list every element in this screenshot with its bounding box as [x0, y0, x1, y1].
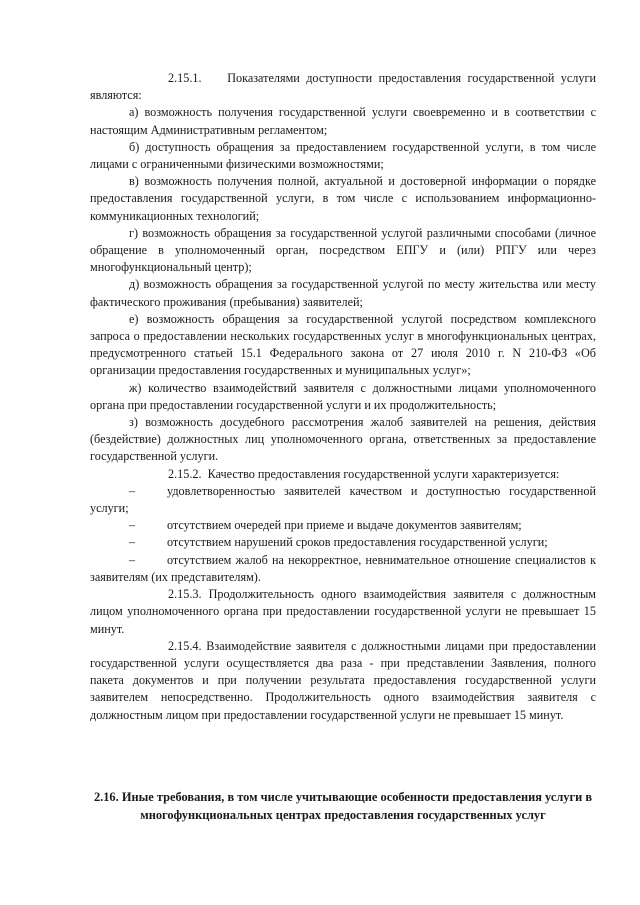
paragraph-2-15-1 [90, 70, 596, 104]
dash-item-text: отсутствием очередей при приеме и выдаче документов заявителям; [167, 518, 522, 533]
section-number: 2.15.4. [168, 638, 202, 653]
dash-item-text: отсутствием жалоб на некорректное, невнимательное отношение специалистов к заявителям (их представителям). [90, 552, 596, 584]
dash-bullet: – [129, 518, 136, 533]
dash-bullet: – [129, 535, 136, 550]
dash-item-3 [90, 534, 596, 551]
list-item-e: е) возможность обращения за государственной услугой посредством комплексного запроса о предоставлении нескольких государственных услуг в многофункциональных центрах, предусмотренного статьей 15.1 Федерального закона от 27 июля 2010 г. N 210-ФЗ «Об организации предоставления государственных и муниципальных услуг»; [90, 311, 596, 378]
paragraph-text: Взаимодействие заявителя с должностными лицами при предоставлении государственной услуги осуществляется два раза - при представлении Заявления, полного пакета документов и при получении результата предоставления государственной услуги заявителем непосредственно. Продолжительность одного взаимодействия заявителя с должностным лицом при предоставлении государственной услуги не превышает 15 минут. [90, 638, 596, 722]
dash-item-text: удовлетворенностью заявителей качеством и доступностью государственной услуги; [90, 483, 596, 516]
document-body [90, 70, 596, 724]
dash-item-1 [90, 483, 596, 517]
list-item-d: д) возможность обращения за государственной услугой по месту жительства или месту фактического проживания (пребывания) заявителей; [90, 277, 596, 309]
section-number: 2.15.3. [168, 587, 202, 602]
list-item-z: з) возможность досудебного рассмотрения жалоб заявителей на решения, действия (бездействие) должностных лиц уполномоченного органа, ответственных за предоставление государственной услуги. [90, 415, 596, 464]
list-item-v: в) возможность получения полной, актуальной и достоверной информации о порядке предоставления государственной услуги, в том числе с использованием информационно-коммуникационных технологий; [90, 174, 596, 223]
list-item-b: б) доступность обращения за предоставлением государственной услуги, в том числе лицами с ограниченными физическими возможностями; [90, 139, 596, 172]
list-item-g: г) возможность обращения за государственной услугой различными способами (личное обращение в уполномоченный орган, посредством ЕПГУ и (или) РПГУ или через многофункциональный центр); [90, 225, 596, 275]
dash-item-2 [90, 517, 596, 534]
dash-bullet: – [129, 483, 136, 498]
section-number: 2.15.2. [168, 466, 202, 481]
section-number: 2.15.1. [168, 71, 202, 85]
paragraph-text: Продолжительность одного взаимодействия заявителя с должностным лицом уполномоченного органа при предоставлении государственной услуги не превышает 15 минут. [90, 587, 597, 636]
paragraph-2-15-2 [90, 466, 596, 483]
dash-bullet: – [129, 552, 136, 567]
paragraph-2-15-3 [90, 586, 596, 638]
list-item-zh: ж) количество взаимодействий заявителя с должностными лицами уполномоченного органа при предоставлении государственной услуги и их продолжительность; [90, 380, 596, 412]
paragraph-2-15-4 [90, 638, 596, 724]
dash-item-4 [90, 552, 596, 586]
list-item-a: а) возможность получения государственной услуги своевременно и в соответствии с настоящим Административным регламентом; [90, 105, 596, 137]
paragraph-text: Показателями доступности предоставления государственной услуги являются: [90, 71, 597, 103]
section-heading-2-16: 2.16. Иные требования, в том числе учитывающие особенности предоставления услуги в многофункциональных центрах предоставления государственных услуг [93, 790, 593, 822]
paragraph-text: Качество предоставления государственной услуги характеризуется: [207, 466, 560, 481]
dash-item-text: отсутствием нарушений сроков предоставления государственной услуги; [167, 535, 548, 550]
